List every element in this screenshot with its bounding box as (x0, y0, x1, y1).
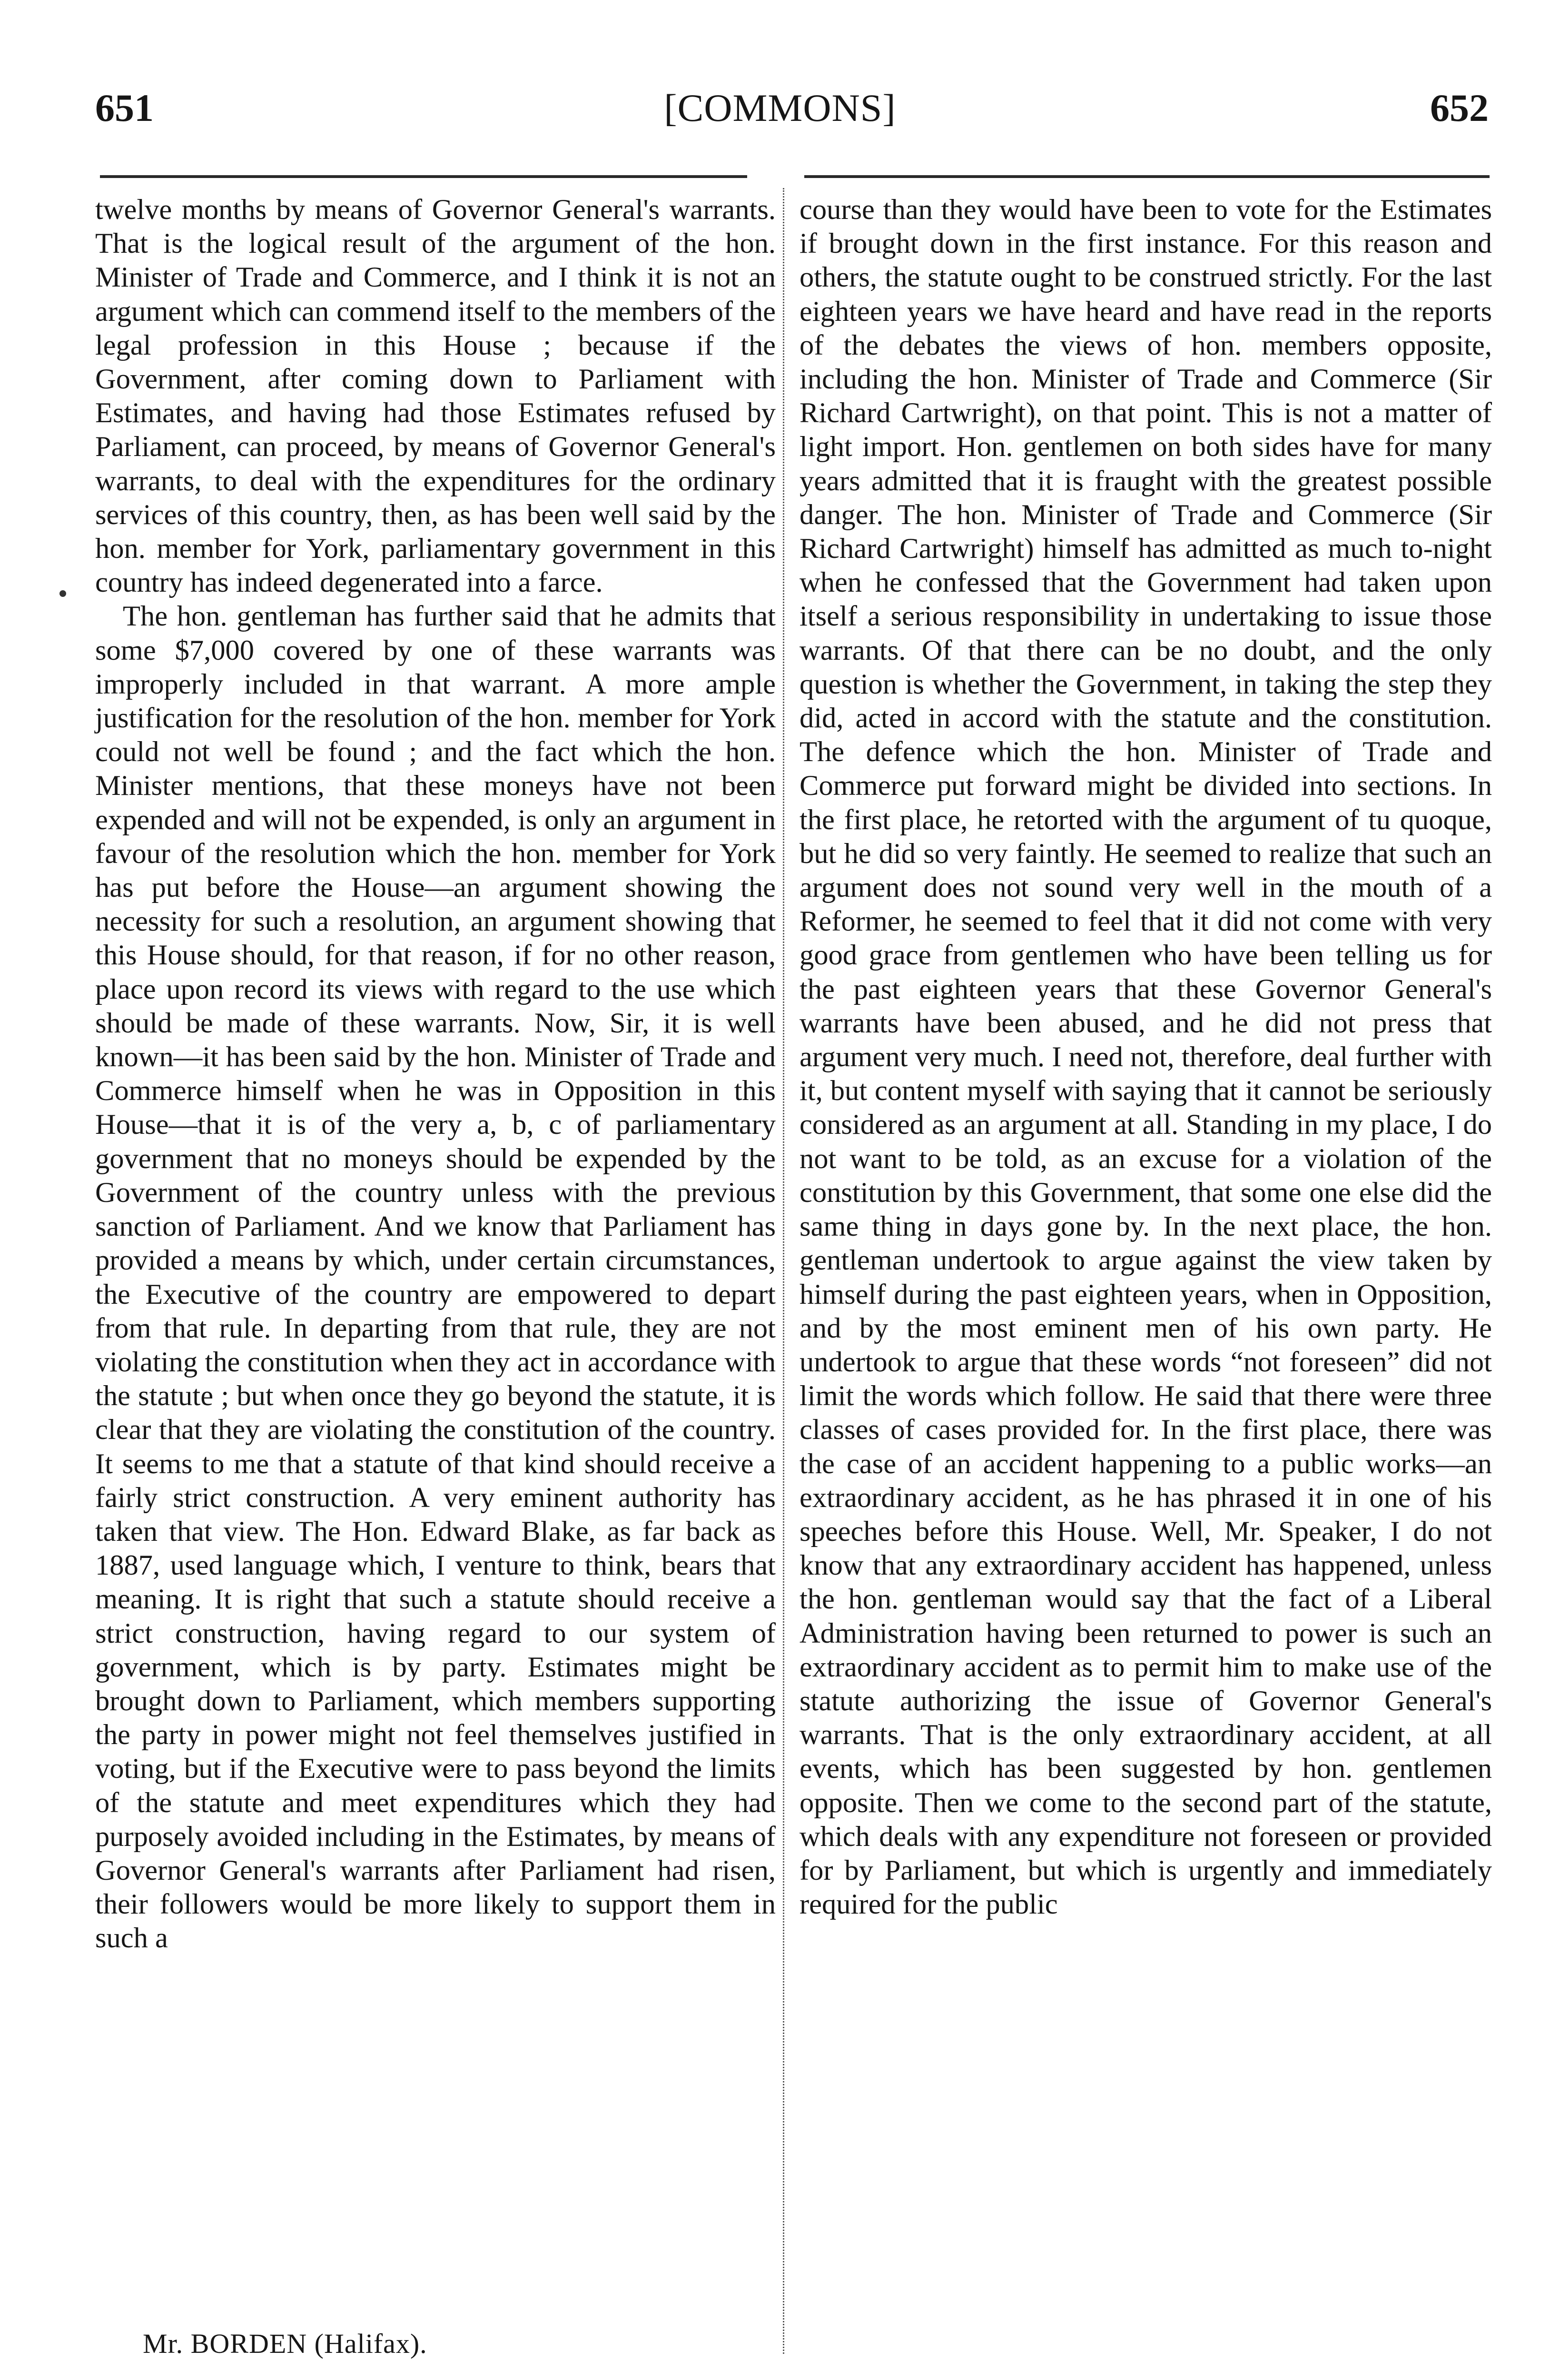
left-paragraph-2: The hon. gentleman has further said that he admits that some $7,000 covered by one of these warrants was improperly included in that warrant. A more ample justification for the resolution of the hon. member for York could not well be found ; and the fact which the hon. Minister mentions, that these moneys have not been expended and will not be expended, is only an argument in favour of the resolution which the hon. member for York has put before the House—an argument showing the necessity for such a resolution, an argument showing that this House should, for that reason, if for no other reason, place upon record its views with regard to the use which should be made of these warrants. Now, Sir, it is well known—it has been said by the hon. Minister of Trade and Commerce himself when he was in Opposition in this House—that it is of the very a, b, c of parliamentary government that no moneys should be expended by the Government of the country unless with the previous sanction of Parliament. And we know that Parliament has provided a means by which, under certain circumstances, the Executive of the country are empowered to depart from that rule. In departing from that rule, they are not violating the constitution when they act in accordance with the statute ; but when once they go beyond the statute, it is clear that they are violating the constitution of the country. It seems to me that a statute of that kind should receive a fairly strict construction. A very eminent authority has taken that view. The Hon. Edward Blake, as far back as 1887, used language which, I venture to think, bears that meaning. It is right that such a statute should receive a strict construction, having regard to our system of government, which is by party. Estimates might be brought down to Parliament, which members supporting the party in power might not feel themselves justified in voting, but if the Executive were to pass beyond the limits of the statute and meet expenditures which they had purposely avoided including in the Estimates, by means of Governor General's warrants after Parliament had risen, their followers would be more likely to support them in such a (95, 600, 776, 1954)
running-head: [COMMONS] (664, 86, 896, 129)
page-header (0, 86, 1560, 143)
left-paragraph-1: twelve months by means of Governor General's warrants. That is the logical result of the argument of the hon. Minister of Trade and Commerce, and I think it is not an argument which can commend itself to the members of the legal profession in this House ; because if the Government, after coming down to Parliament with Estimates, and having had those Estimates refused by Parliament, can proceed, by means of Governor General's warrants, to deal with the expenditures for the ordinary services of this country, then, as has been well said by the hon. member for York, parliamentary government in this country has indeed degenerated into a farce. (95, 194, 776, 599)
page-number-right: 652 (1430, 86, 1489, 129)
left-column (95, 193, 776, 1955)
header-rule-left (100, 175, 747, 178)
margin-mark (59, 590, 66, 597)
header-rule-right (804, 175, 1490, 178)
column-divider (783, 188, 784, 2354)
right-paragraph-1: course than they would have been to vote for the Estimates if brought down in the first instance. For this reason and others, the statute ought to be construed strictly. For the last eighteen years we have heard and have read in the reports of the debates the views of hon. members opposite, including the hon. Minister of Trade and Commerce (Sir Richard Cartwright), on that point. This is not a matter of light import. Hon. gentlemen on both sides have for many years admitted that it is fraught with the greatest possible danger. The hon. Minister of Trade and Commerce (Sir Richard Cartwright) himself has admitted as much to-night when he confessed that the Government had taken upon itself a serious responsibility in undertaking to issue those warrants. Of that there can be no doubt, and the only question is whether the Government, in taking the step they did, acted in accord with the statute and the constitution. The defence which the hon. Minister of Trade and Commerce put forward might be divided into sections. In the first place, he retorted with the argument of tu quoque, but he did so very faintly. He seemed to realize that such an argument does not sound very well in the mouth of a Reformer, he seemed to feel that it did not come with very good grace from gentlemen who have been telling us for the past eighteen years that these Governor General's warrants have been abused, and he did not press that argument very much. I need not, therefore, deal further with it, but content myself with saying that it cannot be seriously considered as an argument at all. Standing in my place, I do not want to be told, as an excuse for a violation of the constitution by this Government, that some one else did the same thing in days gone by. In the next place, the hon. gentleman undertook to argue against the view taken by himself during the past eighteen years, when in Opposition, and by the most eminent men of his own party. He undertook to argue that these words “not foreseen” did not limit the words which follow. He said that there were three classes of cases provided for. In the first place, there was the case of an accident happening to a public works—an extraordinary accident, as he has phrased it in one of his speeches before this House. Well, Mr. Speaker, I do not know that any extraordinary accident has happened, unless the hon. gentleman would say that the fact of a Liberal Administration having been returned to power is such an extraordinary accident as to permit him to make use of the statute authorizing the issue of Governor General's warrants. That is the only extraordinary accident, at all events, which has been suggested by hon. gentlemen opposite. Then we come to the second part of the statute, which deals with any expenditure not foreseen or provided for by Parliament, but which is urgently and immediately required for the public (800, 194, 1492, 1921)
right-column (800, 193, 1492, 1921)
page-number-left: 651 (95, 86, 154, 129)
speaker-attribution: Mr. BORDEN (Halifax). (143, 2328, 427, 2359)
